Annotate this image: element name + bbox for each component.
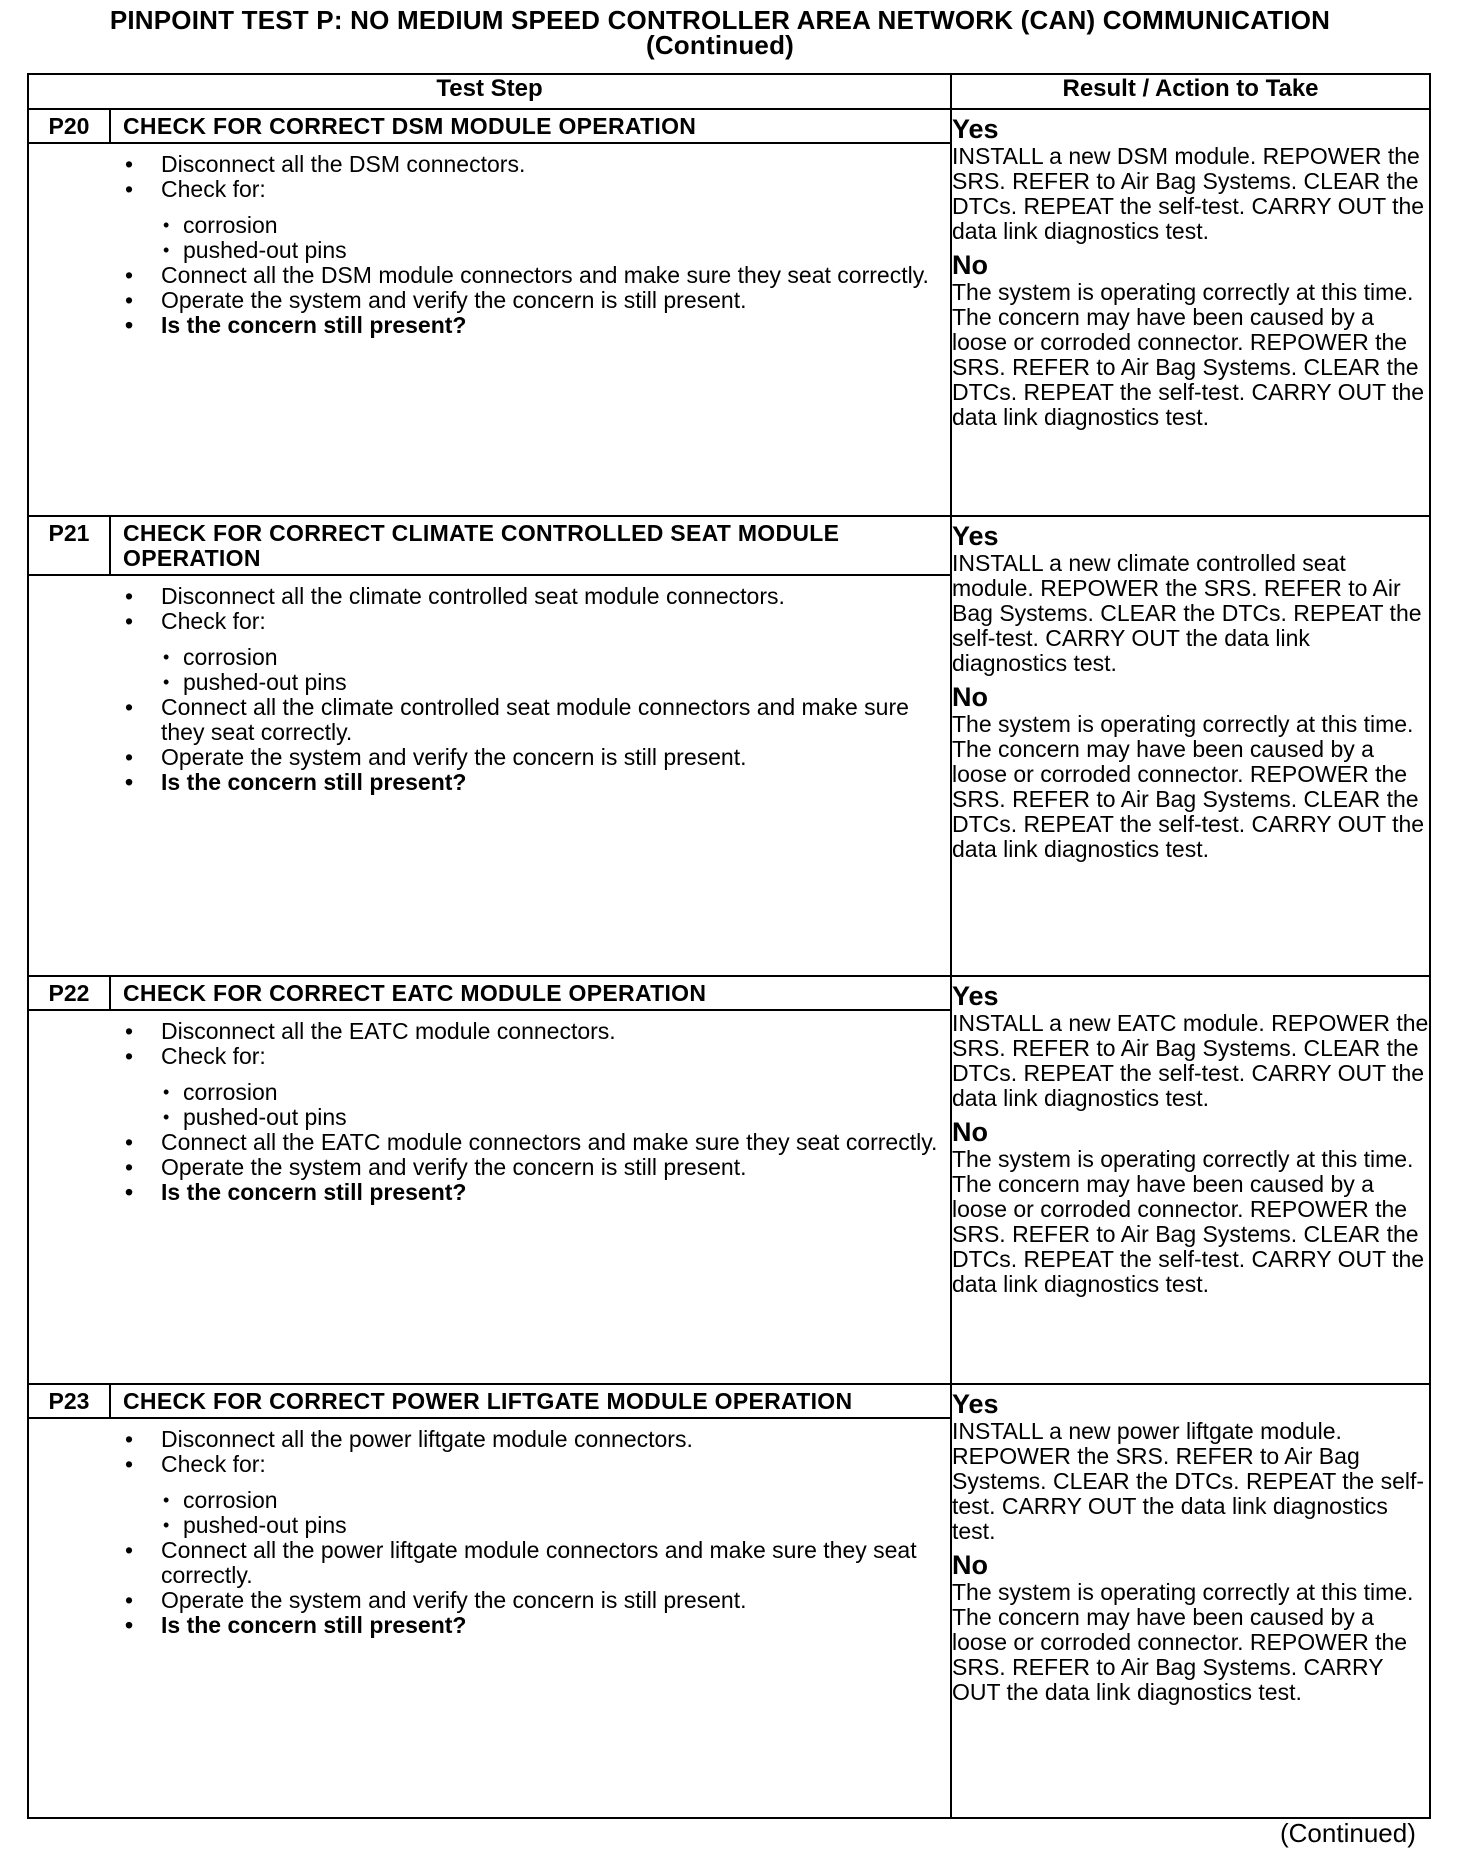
- instruction-item: [29, 609, 940, 695]
- step-cell: [28, 1384, 951, 1818]
- title-line-1: PINPOINT TEST P: NO MEDIUM SPEED CONTROLLER AREA NETWORK (CAN) COMMUNICATION: [109, 5, 1331, 35]
- yes-action: INSTALL a new climate controlled seat module. REPOWER the SRS. REFER to Air Bag Systems. CLEAR the DTCs. REPEAT the self-test. CARRY OUT the data link diagnostics test.: [952, 550, 1422, 676]
- result-cell: [951, 976, 1430, 1384]
- no-action: The system is operating correctly at this time. The concern may have been caused by a loose or corroded connector. REPOWER the SRS. REFER to Air Bag Systems. CARRY OUT the data link diagnostics test.: [952, 1579, 1414, 1705]
- instruction-item: • Connect all the power liftgate module connectors and make sure they seat correctly.: [29, 1538, 940, 1588]
- instruction-text: Check for:: [161, 176, 266, 202]
- title-line-2: (Continued): [645, 30, 795, 60]
- check-item: • pushed-out pins: [161, 1513, 940, 1538]
- step-row-p21: [28, 516, 1430, 976]
- instruction-question: • Is the concern still present?: [29, 1613, 940, 1638]
- instruction-item: [29, 1452, 940, 1538]
- instruction-item: • Connect all the DSM module connectors and make sure they seat correctly.: [29, 263, 940, 288]
- check-item: • corrosion: [161, 1080, 940, 1105]
- instruction-question: • Is the concern still present?: [29, 770, 940, 795]
- step-instructions: [29, 1419, 950, 1642]
- no-label: No: [952, 1117, 988, 1147]
- instruction-item: • Disconnect all the DSM connectors.: [29, 152, 940, 177]
- instruction-text: Check for:: [161, 608, 266, 634]
- step-instructions: [29, 576, 950, 799]
- step-cell: [28, 109, 951, 516]
- no-action: The system is operating correctly at this time. The concern may have been caused by a loose or corroded connector. REPOWER the SRS. REFER to Air Bag Systems. CLEAR the DTCs. REPEAT the self-test. CARRY OUT the data link diagnostics test.: [952, 279, 1425, 430]
- column-header-result: Result / Action to Take: [951, 74, 1430, 109]
- step-title: CHECK FOR CORRECT DSM MODULE OPERATION: [123, 113, 697, 139]
- instruction-item: • Connect all the climate controlled seat module connectors and make sure they seat correctly.: [29, 695, 940, 745]
- step-cell: [28, 516, 951, 976]
- step-row-p22: [28, 976, 1430, 1384]
- check-item: • pushed-out pins: [161, 1105, 940, 1130]
- step-instructions: [29, 144, 950, 342]
- instruction-question: • Is the concern still present?: [29, 1180, 940, 1205]
- instruction-item: • Operate the system and verify the concern is still present.: [29, 288, 940, 313]
- check-list: [161, 1488, 940, 1538]
- step-header: [29, 110, 950, 144]
- yes-label: Yes: [952, 521, 999, 551]
- no-label: No: [952, 682, 988, 712]
- check-item: • corrosion: [161, 645, 940, 670]
- step-instructions: [29, 1011, 950, 1209]
- result-cell: [951, 1384, 1430, 1818]
- step-id: P22: [29, 977, 111, 1009]
- step-header: [29, 1385, 950, 1419]
- instruction-item: • Operate the system and verify the concern is still present.: [29, 745, 940, 770]
- step-title: CHECK FOR CORRECT CLIMATE CONTROLLED SEAT MODULE OPERATION: [123, 520, 840, 571]
- no-action: The system is operating correctly at this time. The concern may have been caused by a loose or corroded connector. REPOWER the SRS. REFER to Air Bag Systems. CLEAR the DTCs. REPEAT the self-test. CARRY OUT the data link diagnostics test.: [952, 1146, 1425, 1297]
- check-item: • pushed-out pins: [161, 670, 940, 695]
- step-id: P21: [29, 517, 111, 574]
- step-id: P23: [29, 1385, 111, 1417]
- continued-footer: (Continued): [1280, 1818, 1416, 1848]
- instruction-question: • Is the concern still present?: [29, 313, 940, 338]
- step-header: [29, 517, 950, 576]
- instruction-item: • Operate the system and verify the concern is still present.: [29, 1155, 940, 1180]
- step-title: CHECK FOR CORRECT EATC MODULE OPERATION: [123, 980, 707, 1006]
- instruction-item: • Operate the system and verify the concern is still present.: [29, 1588, 940, 1613]
- page-title: [0, 5, 1440, 60]
- step-id: P20: [29, 110, 111, 142]
- check-item: • corrosion: [161, 213, 940, 238]
- column-header-test-step: Test Step: [28, 74, 951, 109]
- yes-label: Yes: [952, 114, 999, 144]
- instruction-item: • Disconnect all the EATC module connectors.: [29, 1019, 940, 1044]
- result-cell: [951, 516, 1430, 976]
- check-list: [161, 213, 940, 263]
- instruction-item: [29, 1044, 940, 1130]
- step-title: CHECK FOR CORRECT POWER LIFTGATE MODULE OPERATION: [123, 1388, 853, 1414]
- no-label: No: [952, 250, 988, 280]
- instruction-text: Check for:: [161, 1451, 266, 1477]
- instruction-text: Check for:: [161, 1043, 266, 1069]
- pinpoint-test-table: [27, 73, 1431, 1819]
- yes-action: INSTALL a new EATC module. REPOWER the SRS. REFER to Air Bag Systems. CLEAR the DTCs. REPEAT the self-test. CARRY OUT the data link diagnostics test.: [952, 1010, 1429, 1111]
- check-item: • corrosion: [161, 1488, 940, 1513]
- instruction-item: • Connect all the EATC module connectors and make sure they seat correctly.: [29, 1130, 940, 1155]
- yes-label: Yes: [952, 1389, 999, 1419]
- yes-action: INSTALL a new power liftgate module. REPOWER the SRS. REFER to Air Bag Systems. CLEAR the DTCs. REPEAT the self-test. CARRY OUT the data link diagnostics test.: [952, 1418, 1425, 1544]
- result-cell: [951, 109, 1430, 516]
- table-header-row: [28, 74, 1430, 109]
- check-list: [161, 645, 940, 695]
- yes-action: INSTALL a new DSM module. REPOWER the SRS. REFER to Air Bag Systems. CLEAR the DTCs. REPEAT the self-test. CARRY OUT the data link diagnostics test.: [952, 143, 1425, 244]
- step-row-p20: [28, 109, 1430, 516]
- no-action: The system is operating correctly at this time. The concern may have been caused by a loose or corroded connector. REPOWER the SRS. REFER to Air Bag Systems. CLEAR the DTCs. REPEAT the self-test. CARRY OUT the data link diagnostics test.: [952, 711, 1425, 862]
- instruction-item: • Disconnect all the climate controlled seat module connectors.: [29, 584, 940, 609]
- step-row-p23: [28, 1384, 1430, 1818]
- check-item: • pushed-out pins: [161, 238, 940, 263]
- step-header: [29, 977, 950, 1011]
- yes-label: Yes: [952, 981, 999, 1011]
- instruction-item: • Disconnect all the power liftgate module connectors.: [29, 1427, 940, 1452]
- step-cell: [28, 976, 951, 1384]
- check-list: [161, 1080, 940, 1130]
- no-label: No: [952, 1550, 988, 1580]
- instruction-item: [29, 177, 940, 263]
